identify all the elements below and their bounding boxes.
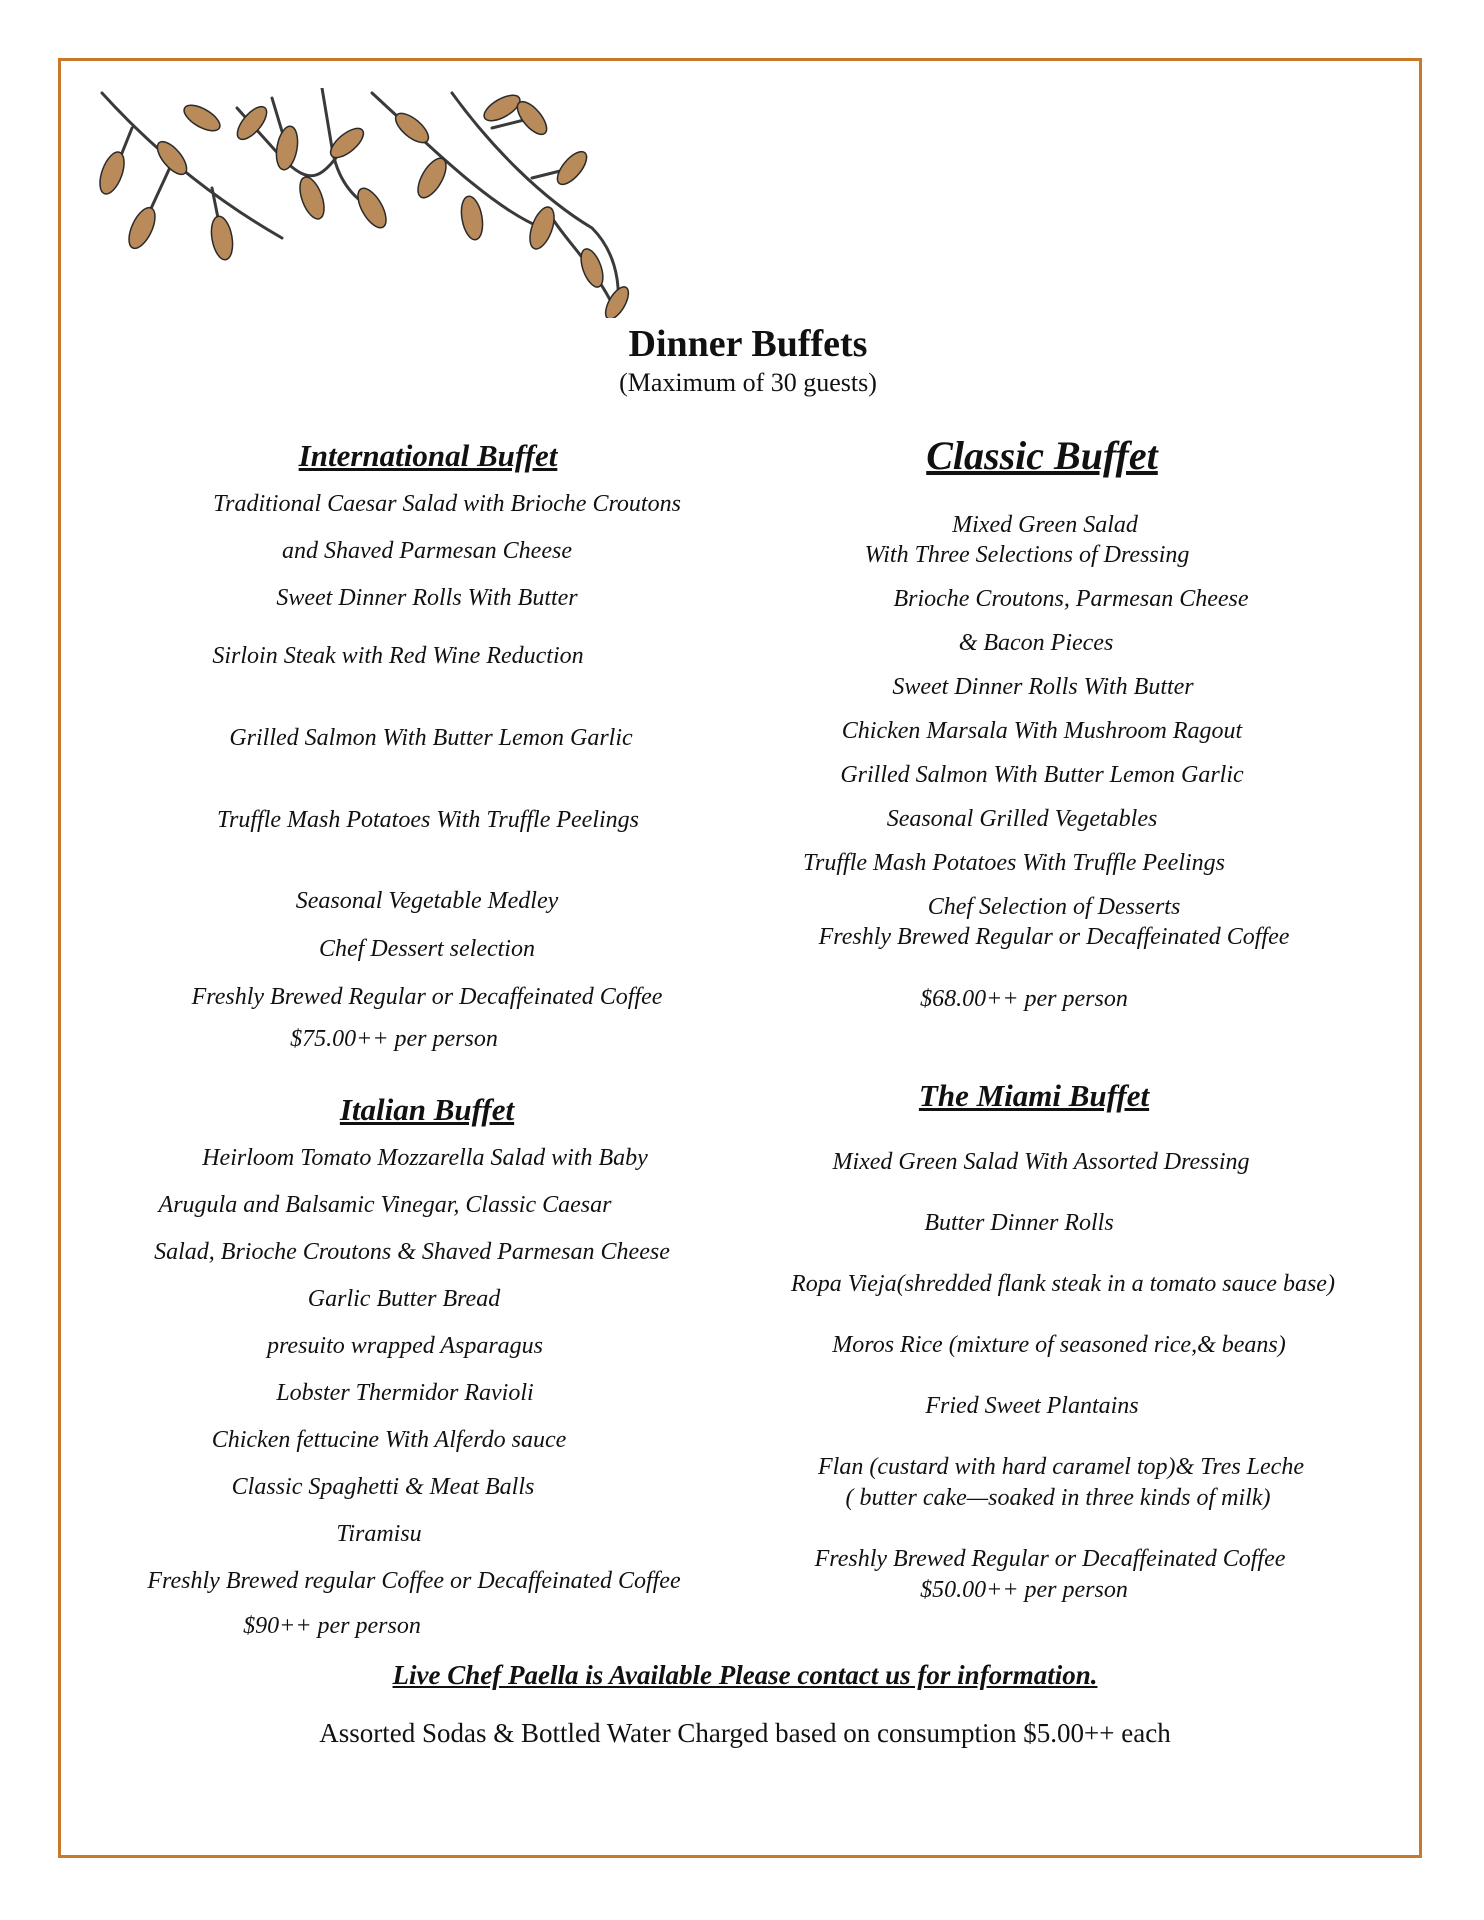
menu-item: Tiramisu [336, 1521, 422, 1547]
leafy-branch-icon [72, 88, 632, 318]
menu-item: Seasonal Grilled Vegetables [886, 806, 1158, 832]
beverage-footer: Assorted Sodas & Bottled Water Charged based on consumption $5.00++ each [319, 1718, 1171, 1748]
classic-buffet-title: Classic Buffet [926, 433, 1158, 478]
menu-item: Chef Dessert selection [319, 936, 535, 962]
price: $68.00++ per person [920, 986, 1128, 1012]
menu-item: Chicken fettucine With Alferdo sauce [211, 1427, 567, 1453]
menu-item: Truffle Mash Potatoes With Truffle Peelings [802, 850, 1226, 876]
page-subtitle: (Maximum of 30 guests) [619, 368, 877, 397]
price: $90++ per person [243, 1613, 421, 1639]
menu-item: Chicken Marsala With Mushroom Ragout [841, 718, 1243, 744]
menu-item: Brioche Croutons, Parmesan Cheese [893, 586, 1249, 612]
menu-item: ( butter cake—soaked in three kinds of milk) [845, 1485, 1271, 1511]
price: $75.00++ per person [290, 1026, 498, 1052]
menu-item: Freshly Brewed Regular or Decaffeinated Coffee [814, 1546, 1286, 1572]
menu-item: Grilled Salmon With Butter Lemon Garlic [840, 762, 1244, 788]
paella-note: Live Chef Paella is Available Please contact us for information. [392, 1660, 1098, 1690]
menu-item: Seasonal Vegetable Medley [295, 888, 559, 914]
menu-item: With Three Selections of Dressing [864, 542, 1190, 568]
menu-item: Fried Sweet Plantains [925, 1393, 1139, 1419]
miami-buffet-title: The Miami Buffet [918, 1078, 1150, 1113]
menu-item: and Shaved Parmesan Cheese [282, 538, 572, 564]
menu-item: Sirloin Steak with Red Wine Reduction [212, 643, 584, 669]
page-title: Dinner Buffets [628, 323, 868, 365]
price: $50.00++ per person [920, 1577, 1128, 1603]
menu-item: presuito wrapped Asparagus [266, 1333, 544, 1359]
italian-buffet-title: Italian Buffet [339, 1092, 515, 1127]
menu-item: Ropa Vieja(shredded flank steak in a tomato sauce base) [791, 1271, 1335, 1297]
menu-item: Flan (custard with hard caramel top)& Tres Leche [818, 1454, 1304, 1480]
menu-item: Mixed Green Salad [952, 512, 1138, 538]
international-buffet-title: International Buffet [298, 438, 558, 473]
menu-item: Truffle Mash Potatoes With Truffle Peelings [216, 807, 640, 833]
menu-item: Freshly Brewed regular Coffee or Decaffeinated Coffee [147, 1568, 681, 1594]
menu-item: Grilled Salmon With Butter Lemon Garlic [229, 725, 633, 751]
menu-item: Classic Spaghetti & Meat Balls [231, 1474, 535, 1500]
menu-item: Arugula and Balsamic Vinegar, Classic Caesar [158, 1192, 612, 1218]
menu-item: & Bacon Pieces [958, 630, 1114, 656]
menu-item: Chef Selection of Desserts [927, 894, 1181, 920]
menu-item: Butter Dinner Rolls [924, 1210, 1114, 1236]
menu-item: Sweet Dinner Rolls With Butter [892, 674, 1194, 700]
menu-item: Moros Rice (mixture of seasoned rice,& beans) [832, 1332, 1286, 1358]
menu-item: Lobster Thermidor Ravioli [276, 1380, 534, 1406]
menu-item: Sweet Dinner Rolls With Butter [276, 585, 578, 611]
menu-item: Garlic Butter Bread [307, 1286, 501, 1312]
menu-item: Freshly Brewed Regular or Decaffeinated Coffee [818, 924, 1290, 950]
menu-item: Freshly Brewed Regular or Decaffeinated Coffee [191, 984, 663, 1010]
menu-item: Traditional Caesar Salad with Brioche Croutons [213, 491, 681, 517]
menu-item: Heirloom Tomato Mozzarella Salad with Baby [202, 1145, 648, 1171]
menu-item: Salad, Brioche Croutons & Shaved Parmesan Cheese [154, 1239, 670, 1265]
menu-item: Mixed Green Salad With Assorted Dressing [832, 1149, 1250, 1175]
